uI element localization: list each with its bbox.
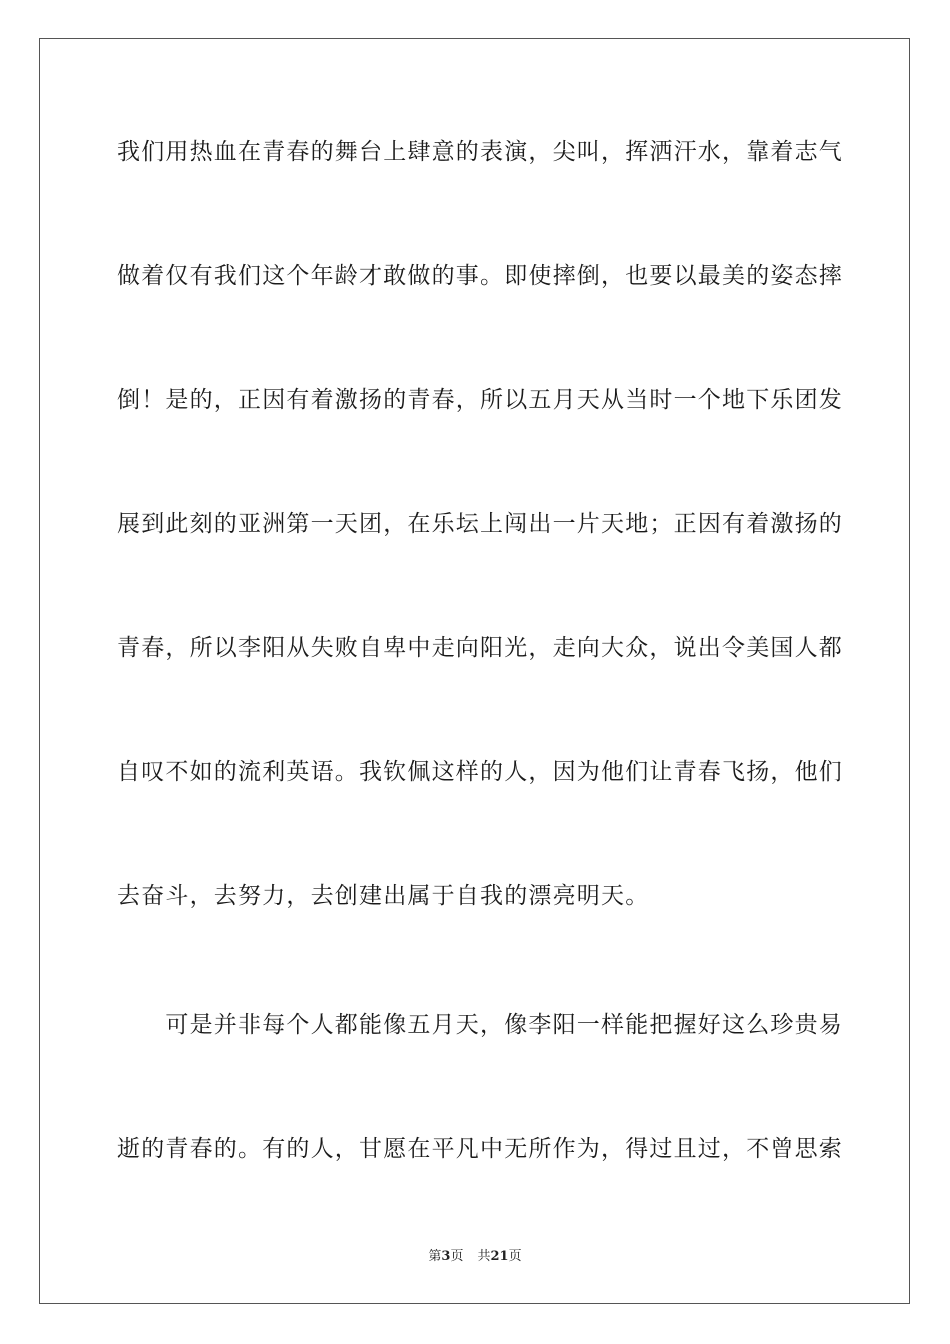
body-line: 可是并非每个人都能像五月天，像李阳一样能把握好这么珍贵易 (117, 1012, 843, 1038)
total-prefix: 共 (477, 1249, 491, 1264)
body-line: 自叹不如的流利英语。我钦佩这样的人，因为他们让青春飞扬，他们 (117, 759, 843, 785)
total-suffix: 页 (508, 1249, 522, 1264)
current-page-number: 3 (441, 1249, 451, 1264)
body-line: 倒！是的，正因有着激扬的青春，所以五月天从当时一个地下乐团发 (117, 387, 843, 413)
page-prefix: 第 (428, 1249, 442, 1264)
body-line: 逝的青春的。有的人，甘愿在平凡中无所作为，得过且过，不曾思索 (117, 1136, 843, 1162)
body-line: 展到此刻的亚洲第一天团，在乐坛上闯出一片天地；正因有着激扬的 (117, 511, 843, 537)
page-footer (0, 1248, 950, 1266)
body-line: 做着仅有我们这个年龄才敢做的事。即使摔倒，也要以最美的姿态摔 (117, 263, 843, 289)
page-border (39, 38, 910, 1304)
body-line: 青春，所以李阳从失败自卑中走向阳光，走向大众，说出令美国人都 (117, 635, 843, 661)
body-line: 去奋斗，去努力，去创建出属于自我的漂亮明天。 (117, 883, 650, 909)
body-line: 我们用热血在青春的舞台上肆意的表演，尖叫，挥洒汗水，靠着志气 (117, 139, 843, 165)
total-pages-number: 21 (490, 1249, 509, 1264)
page-suffix: 页 (450, 1249, 464, 1264)
